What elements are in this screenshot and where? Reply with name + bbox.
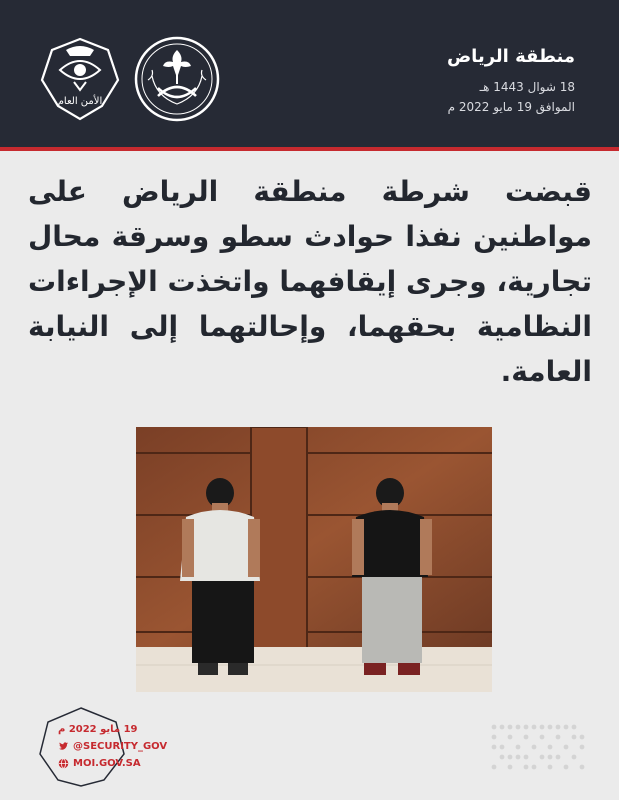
saudi-emblem-icon [134, 36, 220, 122]
website-row[interactable] [58, 755, 218, 772]
public-security-logo-icon [38, 36, 122, 122]
content-area [0, 151, 619, 800]
gregorian-date: الموافق 19 مايو 2022 م [447, 100, 575, 114]
header-info [375, 44, 575, 118]
decorative-dots-icon [488, 721, 588, 773]
twitter-icon [58, 741, 69, 752]
police-logo-text: الأمن العام [57, 96, 103, 107]
globe-icon [58, 758, 69, 769]
footer-info [58, 721, 218, 772]
website-link[interactable]: MOI.GOV.SA [73, 758, 141, 769]
twitter-row[interactable] [58, 738, 218, 755]
header [0, 0, 619, 147]
hijri-date: 18 شوال 1443 هـ [479, 80, 575, 94]
footer-date: 19 مايو 2022 م [58, 724, 138, 735]
announcement-text: قبضت شرطة منطقة الرياض على مواطنين نفذا حوادث سطو وسرقة محال تجارية، وجرى إيقافهما واتخذت الإجراءات النظامية بحقهما، وإحالتهما إلى النيابة العامة. [28, 175, 592, 388]
region-title: منطقة الرياض [446, 46, 575, 67]
photo-of-detainees [136, 427, 492, 692]
twitter-handle[interactable]: @SECURITY_GOV [73, 741, 168, 752]
